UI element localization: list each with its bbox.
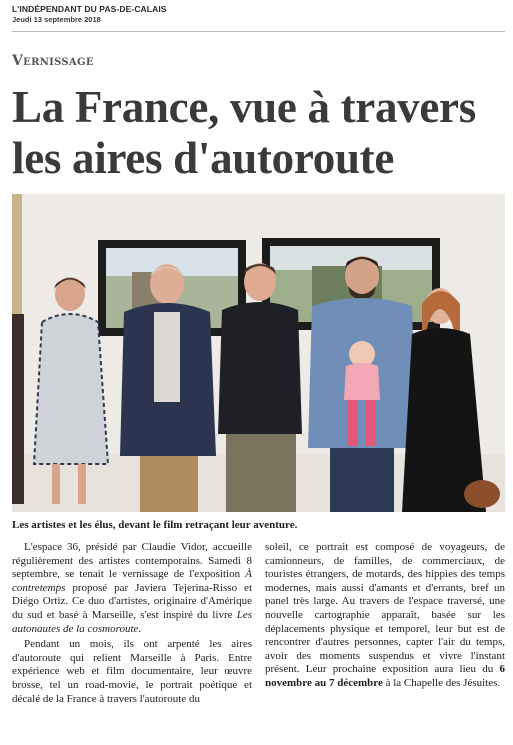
article-column-left [12,541,252,706]
book-title: Les autonautes de la cosmoroute [12,608,252,635]
article-body [12,541,505,741]
exhibition-title: À contretemps [12,568,252,594]
paragraph: Pendant un mois, ils ont arpenté les aires d'autoroute qui relient Marseille à Paris. Entre expérience web et film documentaire, leur œuvre brosse, tel un road-movie, le portrait poétique et décalé de la France à travers l'autoroute du [12,638,252,705]
article-column-right [265,541,505,691]
paragraph [12,541,252,636]
exhibition-dates: 6 novembre au 7 décembre [265,663,505,689]
top-rule [12,31,505,32]
newspaper-name: L'INDÉPENDANT DU PAS-DE-CALAIS [12,4,167,14]
headline-line-2: les aires d'autoroute [12,133,395,183]
paragraph-text: . [138,622,142,635]
paragraph-text: à la Chapelle des Jésuites. [382,676,501,689]
section-rubric: Vernissage [12,53,94,69]
masthead [12,4,167,24]
photo-caption: Les artistes et les élus, devant le film retraçant leur aventure. [12,519,298,531]
headline-line-1: La France, vue à travers [12,82,476,132]
paragraph-text: soleil, ce portrait est composé de voyageurs, de camionneurs, de familles, de commerciaux, de touristes étrangers, de motards, des hippies des temps modernes, mais aussi d'amants et d'errants, bref un panel très large. Au travers de l'espace traversé, une nouvelle cartographie apparaît, basée sur les déplacements physique et temporel, leur but est de rencontrer d'autres personnes, capter l'air du temps, avoir des moments suspendus et vivre l'instant présent. Leur prochaine exposition aura lieu du [265,541,505,676]
paragraph [265,541,505,691]
paragraph-text: proposé par Javiera Tejerina-Risso et Diégo Ortiz. Ce duo d'artistes, originaire d'Amérique du sud et basé à Marseille, s'est inspiré du livre [12,581,252,621]
paragraph-text: L'espace 36, présidé par Claudie Vidor, accueille régulièrement des artistes contemporains. Samedi 8 septembre, se tenait le vernissage de l'exposition [12,541,252,581]
group-photo-illustration [12,194,505,512]
headline [12,82,507,184]
group-photo [12,194,505,512]
issue-date: Jeudi 13 septembre 2018 [12,15,101,24]
